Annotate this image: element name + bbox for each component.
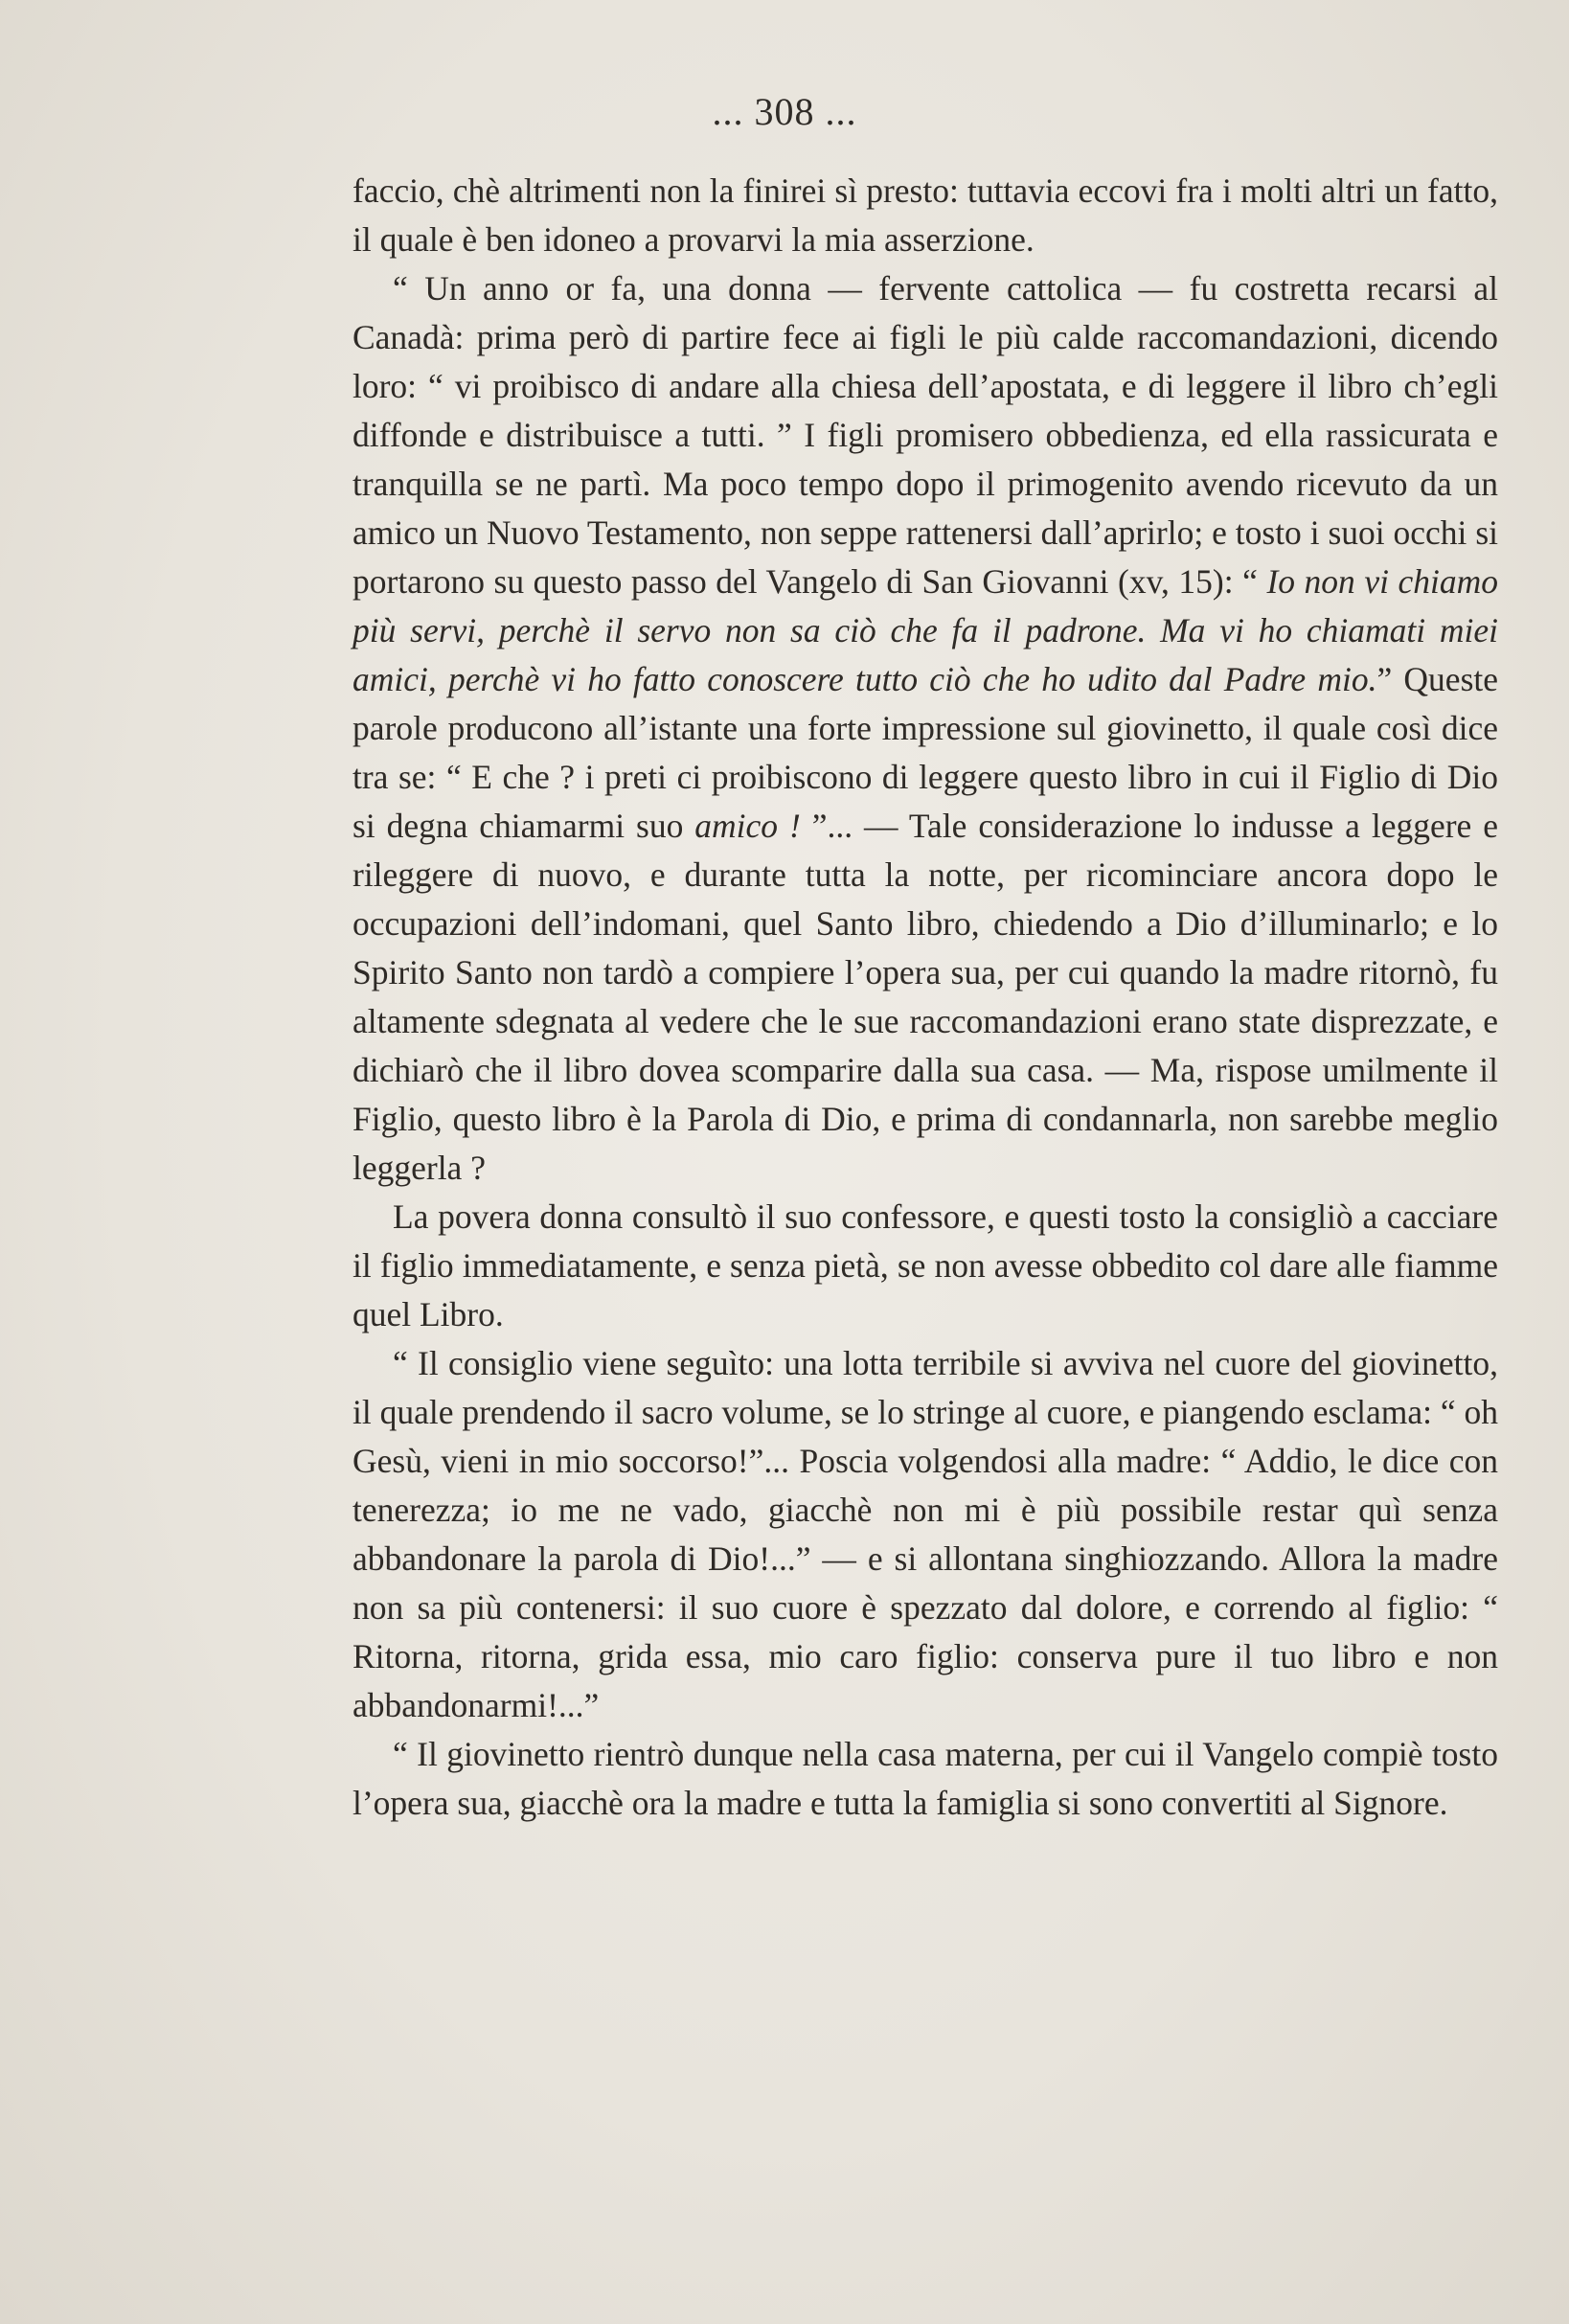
body-text	[352, 167, 1498, 1828]
text-run: ” Queste parole producono all’istante una forte impressione sul giovinetto, il quale così dice tra se: “ E che ? i preti ci proibiscono di leggere questo libro in cui il Figlio di Dio si degna chiamarmi suo	[352, 660, 1498, 845]
paragraph	[352, 264, 1498, 1193]
text-run: ”... — Tale considerazione lo indusse a leggere e rileggere di nuovo, e durante tutta la notte, per ricominciare ancora dopo le occupazioni dell’indomani, quel Santo libro, chiedendo a Dio d’illuminarlo; e lo Spirito Santo non tardò a compiere l’opera sua, per cui quando la madre ritornò, fu altamente sdegnata al vedere che le sue raccomandazioni erano state disprezzate, e dichiarò che il libro dovea scomparire dalla sua casa. — Ma, rispose umilmente il Figlio, questo libro è la Parola di Dio, e prima di condannarla, non sarebbe meglio leggerla ?	[352, 807, 1498, 1187]
paragraph	[352, 1193, 1498, 1339]
page-number: ... 308 ...	[712, 90, 857, 133]
text-run: “ Il giovinetto rientrò dunque nella casa materna, per cui il Vangelo compiè tosto l’opera sua, giacchè ora la madre e tutta la famiglia si sono convertiti al Signore.	[352, 1735, 1498, 1822]
text-run: faccio, chè altrimenti non la finirei sì presto: tuttavia eccovi fra i molti altri un fatto, il quale è ben idoneo a provarvi la mia asserzione.	[352, 171, 1498, 259]
paragraph	[352, 1339, 1498, 1730]
text-run: La povera donna consultò il suo confessore, e questi tosto la consigliò a cacciare il figlio immediatamente, e senza pietà, se non avesse obbedito col dare alle fiamme quel Libro.	[352, 1197, 1498, 1333]
text-run: “ Un anno or fa, una donna — fervente cattolica — fu costretta recarsi al Canadà: prima però di partire fece ai figli le più calde raccomandazioni, dicendo loro: “ vi proibisco di andare alla chiesa dell’apostata, e di leggere il libro ch’egli diffonde e distribuisce a tutti. ” I figli promisero obbedienza, ed ella rassicurata e tranquilla se ne partì. Ma poco tempo dopo il primogenito avendo ricevuto da un amico un Nuovo Testamento, non seppe rattenersi dall’aprirlo; e tosto i suoi occhi si portarono su questo passo del Vangelo di San Giovanni (xv, 15): “	[352, 269, 1498, 601]
paragraph	[352, 1730, 1498, 1828]
text-run: “ Il consiglio viene seguìto: una lotta terribile si avviva nel cuore del giovinetto, il quale prendendo il sacro volume, se lo stringe al cuore, e piangendo esclama: “ oh Gesù, vieni in mio soccorso!”... Poscia volgendosi alla madre: “ Addio, le dice con tenerezza; io me ne vado, giacchè non mi è più possibile restar quì senza abbandonare la parola di Dio!...” — e si allontana singhiozzando. Allora la madre non sa più contenersi: il suo cuore è spezzato dal dolore, e correndo al figlio: “ Ritorna, ritorna, grida essa, mio caro figlio: conserva pure il tuo libro e non abbandonarmi!...”	[352, 1344, 1498, 1724]
italic-word: amico !	[694, 807, 801, 845]
paragraph	[352, 167, 1498, 264]
italic-quotation: Io non vi chiamo più servi, perchè il servo non sa ciò che fa il padrone. Ma vi ho chiamati miei amici, perchè vi ho fatto conoscere tutto ciò che ho udito dal Padre mio.	[352, 562, 1498, 698]
